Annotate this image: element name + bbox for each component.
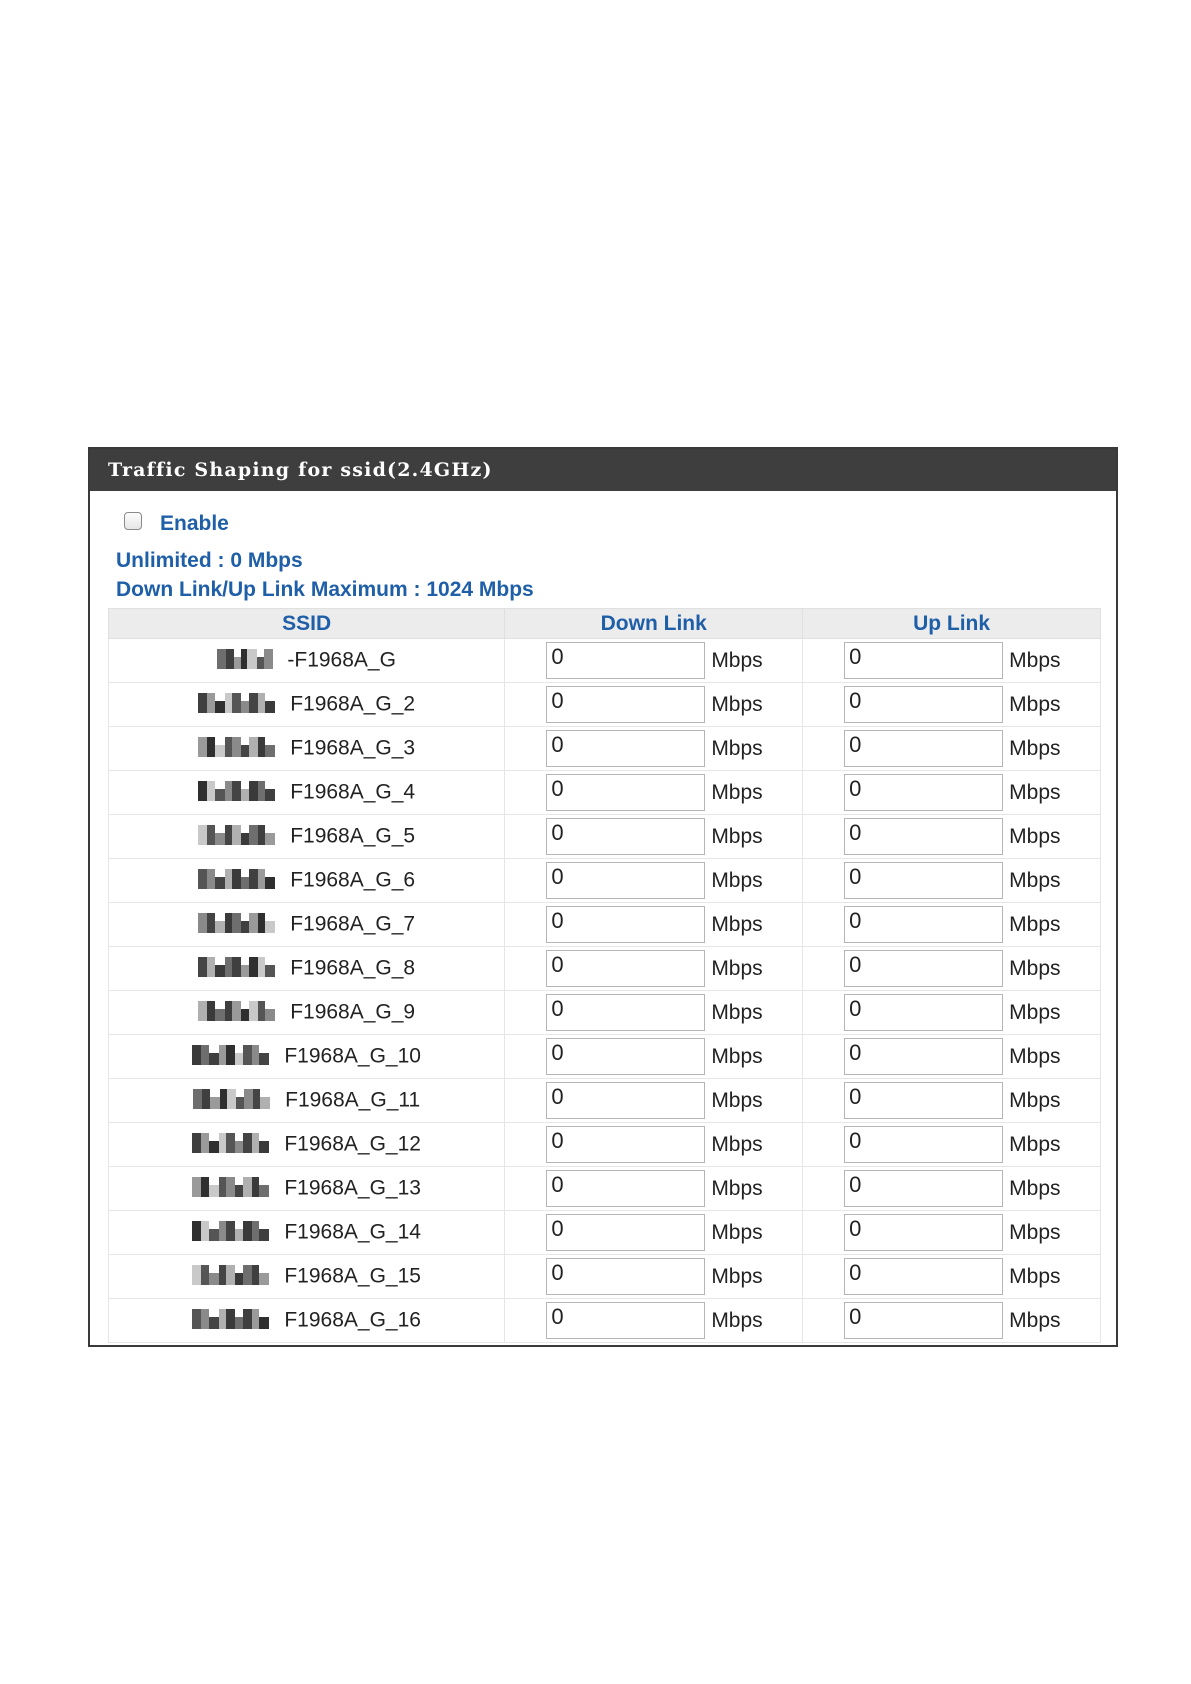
redacted-ssid-prefix-icon [192,1309,278,1329]
down-link-input[interactable]: 0 [546,1038,705,1075]
ssid-cell [109,815,505,859]
up-link-field-group [803,906,1100,943]
ssid-name: F1968A_G_10 [284,1044,421,1068]
table-row [109,1167,1101,1211]
panel-title: Traffic Shaping for ssid(2.4GHz) [90,449,1116,491]
up-link-input[interactable]: 0 [844,950,1003,987]
down-link-input[interactable]: 0 [546,1214,705,1251]
up-link-cell [803,1035,1101,1079]
ssid-cell [109,947,505,991]
table-header-row [109,609,1101,639]
down-link-field-group [505,1302,802,1339]
down-link-input[interactable]: 0 [546,1302,705,1339]
up-link-unit: Mbps [1009,912,1061,936]
down-link-input[interactable]: 0 [546,642,705,679]
up-link-field-group [803,730,1100,767]
up-link-input[interactable]: 0 [844,1214,1003,1251]
up-link-cell [803,771,1101,815]
down-link-field-group [505,818,802,855]
up-link-unit: Mbps [1009,868,1061,892]
down-link-input[interactable]: 0 [546,906,705,943]
ssid-name: F1968A_G_7 [290,912,416,936]
up-link-unit: Mbps [1009,1132,1061,1156]
table-row [109,683,1101,727]
down-link-cell [505,859,803,903]
down-link-cell [505,1167,803,1211]
down-link-unit: Mbps [711,692,763,716]
up-link-input[interactable]: 0 [844,818,1003,855]
down-link-input[interactable]: 0 [546,818,705,855]
redacted-ssid-prefix-icon [192,1221,278,1241]
up-link-cell [803,639,1101,683]
down-link-field-group [505,1082,802,1119]
unlimited-info: Unlimited : 0 Mbps [116,549,303,572]
down-link-unit: Mbps [711,1000,763,1024]
up-link-cell [803,1167,1101,1211]
down-link-input[interactable]: 0 [546,774,705,811]
ssid-cell [109,991,505,1035]
up-link-cell [803,859,1101,903]
up-link-field-group [803,818,1100,855]
up-link-field-group [803,1258,1100,1295]
up-link-cell [803,991,1101,1035]
down-link-unit: Mbps [711,1088,763,1112]
down-link-unit: Mbps [711,1308,763,1332]
ssid-cell [109,903,505,947]
down-link-field-group [505,730,802,767]
down-link-cell [505,771,803,815]
ssid-name: F1968A_G_6 [290,868,416,892]
ssid-name: F1968A_G_9 [290,1000,416,1024]
ssid-name: F1968A_G_8 [290,956,416,980]
ssid-name: F1968A_G_12 [284,1132,421,1156]
down-link-cell [505,639,803,683]
table-row [109,815,1101,859]
ssid-cell [109,727,505,771]
down-link-field-group [505,994,802,1031]
up-link-cell [803,1123,1101,1167]
down-link-unit: Mbps [711,868,763,892]
table-row [109,859,1101,903]
ssid-name: F1968A_G_2 [290,692,416,716]
down-link-field-group [505,862,802,899]
down-link-cell [505,1079,803,1123]
traffic-shaping-table [108,608,1101,1343]
down-link-field-group [505,1258,802,1295]
down-link-cell [505,903,803,947]
down-link-cell [505,815,803,859]
down-link-cell [505,727,803,771]
ssid-name: F1968A_G_13 [284,1176,421,1200]
up-link-unit: Mbps [1009,648,1061,672]
up-link-field-group [803,1214,1100,1251]
down-link-cell [505,683,803,727]
up-link-cell [803,1299,1101,1343]
down-link-input[interactable]: 0 [546,950,705,987]
up-link-input[interactable]: 0 [844,994,1003,1031]
table-row [109,991,1101,1035]
down-link-unit: Mbps [711,1176,763,1200]
down-link-cell [505,1035,803,1079]
ssid-name: F1968A_G_5 [290,824,416,848]
up-link-cell [803,947,1101,991]
column-header-ssid: SSID [109,609,505,639]
up-link-unit: Mbps [1009,1088,1061,1112]
ssid-cell [109,1211,505,1255]
redacted-ssid-prefix-icon [217,649,281,669]
ssid-name: -F1968A_G [287,648,396,672]
up-link-field-group [803,1126,1100,1163]
redacted-ssid-prefix-icon [192,1045,278,1065]
table-row [109,1035,1101,1079]
redacted-ssid-prefix-icon [198,913,284,933]
up-link-field-group [803,950,1100,987]
ssid-cell [109,1167,505,1211]
traffic-shaping-panel [88,447,1118,1347]
redacted-ssid-prefix-icon [193,1089,279,1109]
up-link-input[interactable]: 0 [844,1170,1003,1207]
redacted-ssid-prefix-icon [192,1265,278,1285]
up-link-input[interactable]: 0 [844,1038,1003,1075]
table-row [109,639,1101,683]
ssid-cell [109,1299,505,1343]
up-link-cell [803,815,1101,859]
up-link-unit: Mbps [1009,1000,1061,1024]
up-link-unit: Mbps [1009,780,1061,804]
redacted-ssid-prefix-icon [198,825,284,845]
up-link-unit: Mbps [1009,1044,1061,1068]
enable-checkbox[interactable] [124,512,142,530]
down-link-cell [505,947,803,991]
ssid-cell [109,1123,505,1167]
down-link-field-group [505,686,802,723]
up-link-cell [803,1255,1101,1299]
down-link-field-group [505,642,802,679]
down-link-unit: Mbps [711,1264,763,1288]
table-row [109,1255,1101,1299]
up-link-field-group [803,994,1100,1031]
ssid-cell [109,771,505,815]
up-link-unit: Mbps [1009,956,1061,980]
down-link-field-group [505,774,802,811]
redacted-ssid-prefix-icon [192,1133,278,1153]
down-link-cell [505,1211,803,1255]
up-link-input[interactable]: 0 [844,1082,1003,1119]
redacted-ssid-prefix-icon [198,869,284,889]
down-link-unit: Mbps [711,824,763,848]
down-link-input[interactable]: 0 [546,1258,705,1295]
enable-label: Enable [160,512,229,535]
ssid-cell [109,639,505,683]
up-link-input[interactable]: 0 [844,686,1003,723]
ssid-cell [109,1035,505,1079]
down-link-unit: Mbps [711,1044,763,1068]
down-link-input[interactable]: 0 [546,862,705,899]
up-link-input[interactable]: 0 [844,906,1003,943]
up-link-input[interactable]: 0 [844,642,1003,679]
up-link-unit: Mbps [1009,736,1061,760]
up-link-cell [803,903,1101,947]
up-link-unit: Mbps [1009,1308,1061,1332]
table-row [109,1211,1101,1255]
down-link-cell [505,1123,803,1167]
table-row [109,1299,1101,1343]
up-link-unit: Mbps [1009,692,1061,716]
redacted-ssid-prefix-icon [198,1001,284,1021]
redacted-ssid-prefix-icon [198,957,284,977]
ssid-name: F1968A_G_3 [290,736,416,760]
table-row [109,1079,1101,1123]
down-link-field-group [505,1126,802,1163]
table-row [109,1123,1101,1167]
down-link-field-group [505,906,802,943]
up-link-cell [803,1211,1101,1255]
down-link-input[interactable]: 0 [546,730,705,767]
down-link-input[interactable]: 0 [546,994,705,1031]
up-link-input[interactable]: 0 [844,730,1003,767]
ssid-cell [109,1079,505,1123]
up-link-field-group [803,774,1100,811]
redacted-ssid-prefix-icon [198,781,284,801]
down-link-unit: Mbps [711,912,763,936]
up-link-input[interactable]: 0 [844,1126,1003,1163]
down-link-field-group [505,1038,802,1075]
ssid-name: F1968A_G_16 [284,1308,421,1332]
down-link-unit: Mbps [711,1132,763,1156]
table-row [109,771,1101,815]
ssid-name: F1968A_G_11 [285,1088,421,1112]
redacted-ssid-prefix-icon [192,1177,278,1197]
ssid-name: F1968A_G_14 [284,1220,421,1244]
up-link-unit: Mbps [1009,1264,1061,1288]
column-header-down-link: Down Link [505,609,803,639]
down-link-unit: Mbps [711,780,763,804]
up-link-input[interactable]: 0 [844,774,1003,811]
up-link-field-group [803,1038,1100,1075]
redacted-ssid-prefix-icon [198,737,284,757]
column-header-up-link: Up Link [803,609,1101,639]
maximum-info: Down Link/Up Link Maximum : 1024 Mbps [116,578,534,601]
ssid-name: F1968A_G_4 [290,780,416,804]
down-link-field-group [505,1170,802,1207]
down-link-field-group [505,950,802,987]
ssid-cell [109,1255,505,1299]
down-link-input[interactable]: 0 [546,1170,705,1207]
up-link-input[interactable]: 0 [844,1258,1003,1295]
down-link-unit: Mbps [711,648,763,672]
up-link-field-group [803,1170,1100,1207]
down-link-input[interactable]: 0 [546,686,705,723]
down-link-field-group [505,1214,802,1251]
up-link-cell [803,1079,1101,1123]
table-row [109,727,1101,771]
up-link-field-group [803,1302,1100,1339]
up-link-unit: Mbps [1009,824,1061,848]
up-link-input[interactable]: 0 [844,862,1003,899]
redacted-ssid-prefix-icon [198,693,284,713]
down-link-cell [505,1299,803,1343]
up-link-field-group [803,686,1100,723]
down-link-unit: Mbps [711,736,763,760]
down-link-input[interactable]: 0 [546,1082,705,1119]
down-link-unit: Mbps [711,1220,763,1244]
ssid-cell [109,683,505,727]
down-link-cell [505,1255,803,1299]
ssid-cell [109,859,505,903]
up-link-unit: Mbps [1009,1176,1061,1200]
table-row [109,903,1101,947]
up-link-input[interactable]: 0 [844,1302,1003,1339]
up-link-cell [803,727,1101,771]
up-link-unit: Mbps [1009,1220,1061,1244]
down-link-unit: Mbps [711,956,763,980]
up-link-field-group [803,642,1100,679]
enable-row [124,510,229,538]
up-link-field-group [803,1082,1100,1119]
up-link-field-group [803,862,1100,899]
down-link-input[interactable]: 0 [546,1126,705,1163]
table-row [109,947,1101,991]
ssid-name: F1968A_G_15 [284,1264,421,1288]
down-link-cell [505,991,803,1035]
up-link-cell [803,683,1101,727]
